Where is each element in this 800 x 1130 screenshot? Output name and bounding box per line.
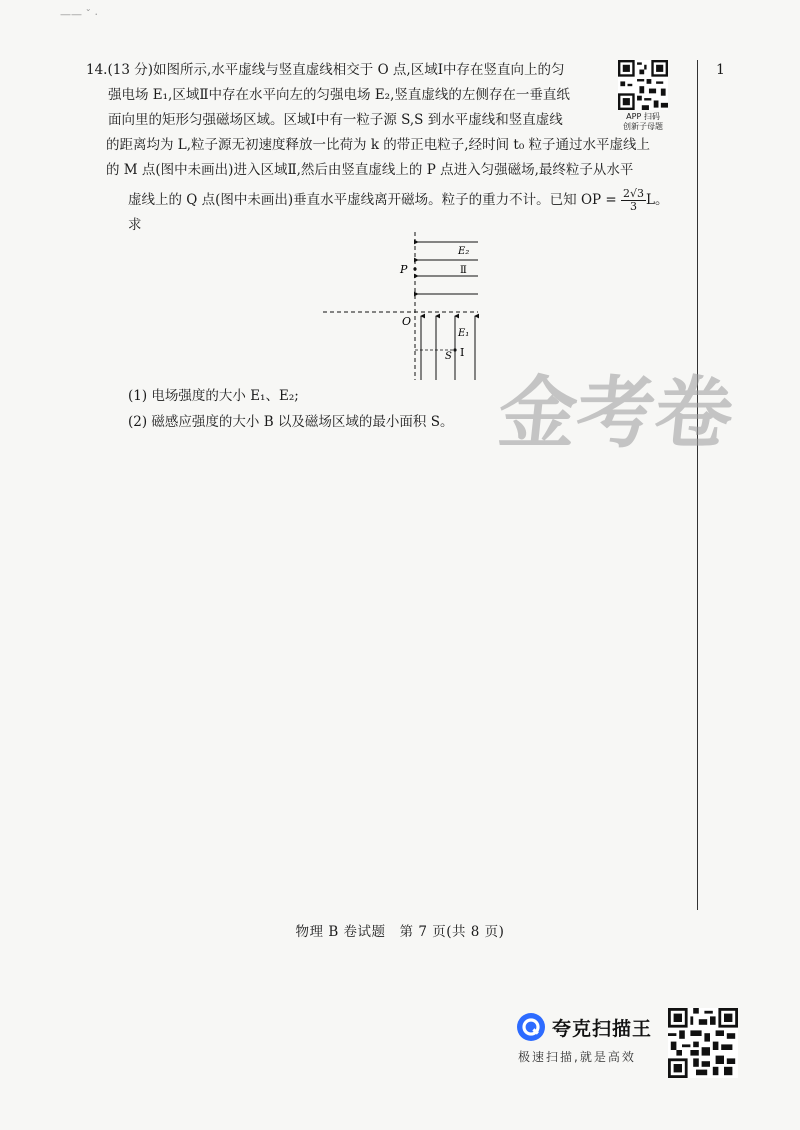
scanner-brand <box>516 1008 666 1078</box>
question-14 <box>86 58 613 133</box>
top-scribble: —— ˇ · <box>60 8 98 21</box>
question-line-2: 强电场 E₁,区域Ⅱ中存在水平向左的匀强电场 E₂,竖直虚线的左侧存在一垂直纸 <box>108 87 570 103</box>
sub-question-2: (2) 磁感应强度的大小 B 以及磁场区域的最小面积 S。 <box>128 414 454 430</box>
label-region-I: Ⅰ <box>460 346 465 359</box>
qr-caption-line1: APP 扫码 <box>626 112 660 121</box>
brand-slogan: 极速扫描,就是高效 <box>518 1050 636 1064</box>
sub-question-1: (1) 电场强度的大小 E₁、E₂; <box>128 388 299 404</box>
qr-caption-line2: 创新子母题 <box>623 122 663 131</box>
question-continued <box>108 133 668 183</box>
qr-caption <box>612 112 674 132</box>
point-P-dot <box>413 267 416 270</box>
qr-code-large[interactable] <box>668 1008 738 1078</box>
question-number: 14. <box>86 62 108 78</box>
formula-suffix: L。求 <box>128 192 669 233</box>
brand-name: 夸克扫描王 <box>552 1018 653 1040</box>
question-line-4: 的距离均为 L,粒子源无初速度释放一比荷为 k 的带正电粒子,经时间 t₀ 粒子通过水平虚线上 <box>106 137 651 153</box>
label-E1: E₁ <box>458 328 470 339</box>
question-line-5: 的 M 点(图中未画出)进入区域Ⅱ,然后由竖直虚线上的 P 点进入匀强磁场,最终粒子从水平 <box>106 162 634 178</box>
watermark <box>494 355 738 465</box>
label-S: S <box>445 351 452 362</box>
label-E2: E₂ <box>458 246 470 257</box>
formula-prefix: 虚线上的 Q 点(图中未画出)垂直水平虚线离开磁场。粒子的重力不计。已知 OP = <box>128 192 617 208</box>
question-line-3: 面向里的矩形匀强磁场区域。区域Ⅰ中有一粒子源 S,S 到水平虚线和竖直虚线 <box>108 112 563 128</box>
label-O: O <box>402 315 412 328</box>
label-region-II: Ⅱ <box>460 265 467 276</box>
question-line-1: 14.(13 分)如图所示,水平虚线与竖直虚线相交于 O 点,区域Ⅰ中存在竖直向上的匀 <box>86 62 565 78</box>
field-diagram <box>318 232 498 382</box>
question-formula-line <box>128 188 673 238</box>
page-edge-line <box>697 60 698 910</box>
qr-code-small[interactable] <box>618 60 668 110</box>
label-P: P <box>400 263 408 276</box>
fraction-denominator: 3 <box>630 200 638 213</box>
svg-text:金考卷: 金考卷 <box>494 368 738 459</box>
particle-source-dot <box>453 348 456 351</box>
fraction-numerator: 2√3 <box>623 187 645 200</box>
fraction <box>621 188 646 213</box>
margin-page-number: 1 <box>716 62 725 78</box>
page-footer: 物理 B 卷试题 第 7 页(共 8 页) <box>295 924 505 940</box>
quark-logo-icon <box>516 1012 546 1042</box>
